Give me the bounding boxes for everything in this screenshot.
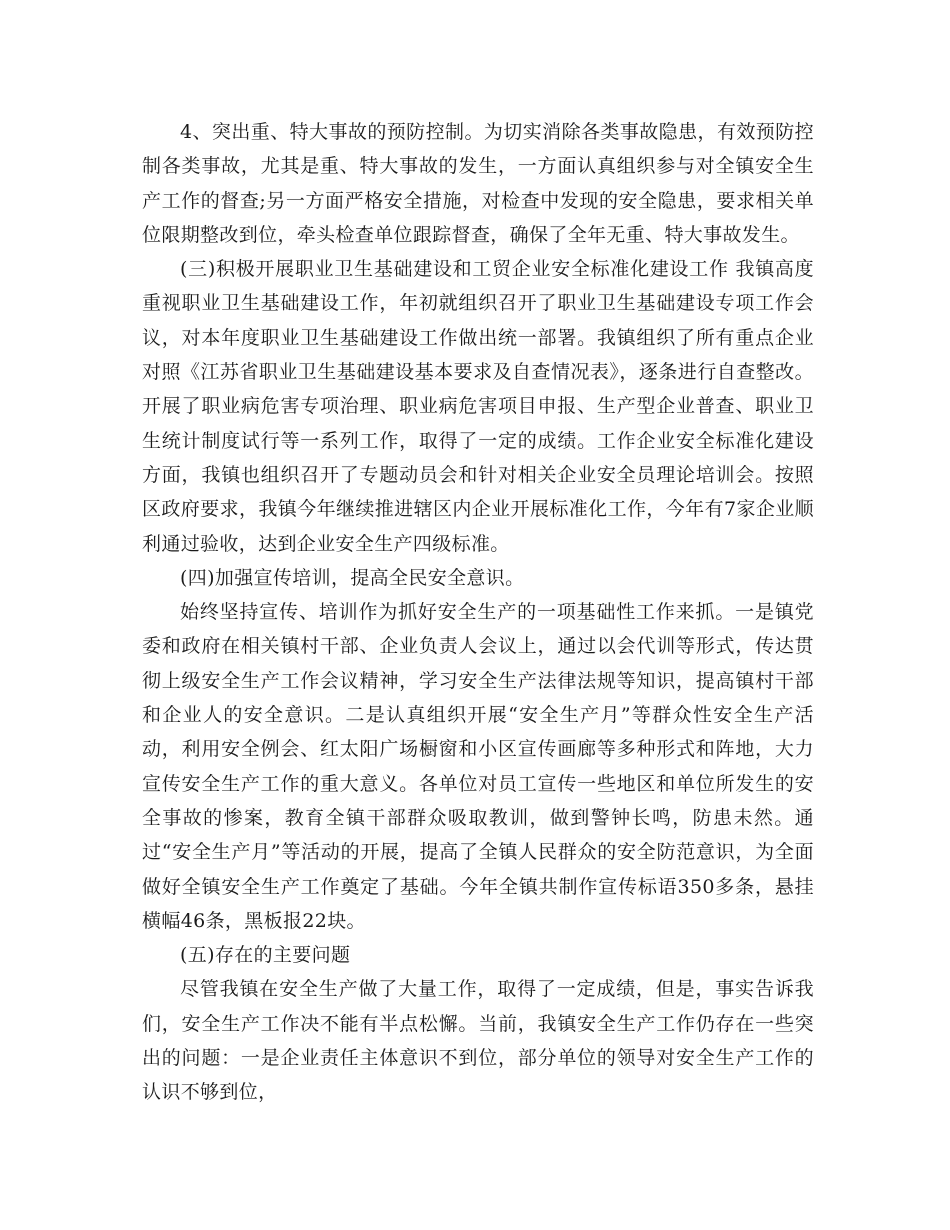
section-heading-publicity: (四)加强宣传培训，提高全民安全意识。 (180, 566, 525, 589)
document-body (142, 115, 814, 1110)
paragraph-publicity-training: 始终坚持宣传、培训作为抓好安全生产的一项基础性工作来抓。一是镇党委和政府在相关镇村干部、企业负责人会议上，通过以会代训等形式，传达贯彻上级安全生产工作会议精神，学习安全生产法律法规等知识，提高镇村干部和企业人的安全意识。二是认真组织开展“安全生产月”等群众性安全生产活动，利用安全例会、红太阳广场橱窗和小区宣传画廊等多种形式和阵地，大力宣传安全生产工作的重大意义。各单位对员工宣传一些地区和单位所发生的安全事故的惨案，教育全镇干部群众吸取教训，做到警钟长鸣，防患未然。通过“安全生产月”等活动的开展，提高了全镇人民群众的安全防范意识，为全面做好全镇安全生产工作奠定了基础。今年全镇共制作宣传标语350多条，悬挂横幅46条，黑板报22块。 (142, 601, 814, 932)
paragraph-main-problems: 尽管我镇在安全生产做了大量工作，取得了一定成绩，但是，事实告诉我们，安全生产工作决不能有半点松懈。当前，我镇安全生产工作仍存在一些突出的问题：一是企业责任主体意识不到位，部分单位的领导对安全生产工作的认识不够到位， (142, 978, 814, 1104)
section-heading-problems: (五)存在的主要问题 (180, 944, 351, 967)
paragraph-occupational-health: (三)积极开展职业卫生基础建设和工贸企业安全标准化建设工作 我镇高度重视职业卫生基础建设工作，年初就组织召开了职业卫生基础建设专项工作会议，对本年度职业卫生基础建设工作做出统一部署。我镇组织了所有重点企业对照《江苏省职业卫生基础建设基本要求及自查情况表》，逐条进行自查整改。开展了职业病危害专项治理、职业病危害项目申报、生产型企业普查、职业卫生统计制度试行等一系列工作，取得了一定的成绩。工作企业安全标准化建设方面，我镇也组织召开了专题动员会和针对相关企业安全员理论培训会。按照区政府要求，我镇今年继续推进辖区内企业开展标准化工作，今年有7家企业顺利通过验收，达到企业安全生产四级标准。 (142, 258, 814, 555)
paragraph-accident-prevention: 4、突出重、特大事故的预防控制。为切实消除各类事故隐患，有效预防控制各类事故，尤其是重、特大事故的发生，一方面认真组织参与对全镇安全生产工作的督查;另一方面严格安全措施，对检查中发现的安全隐患，要求相关单位限期整改到位，牵头检查单位跟踪督查，确保了全年无重、特大事故发生。 (142, 121, 814, 246)
